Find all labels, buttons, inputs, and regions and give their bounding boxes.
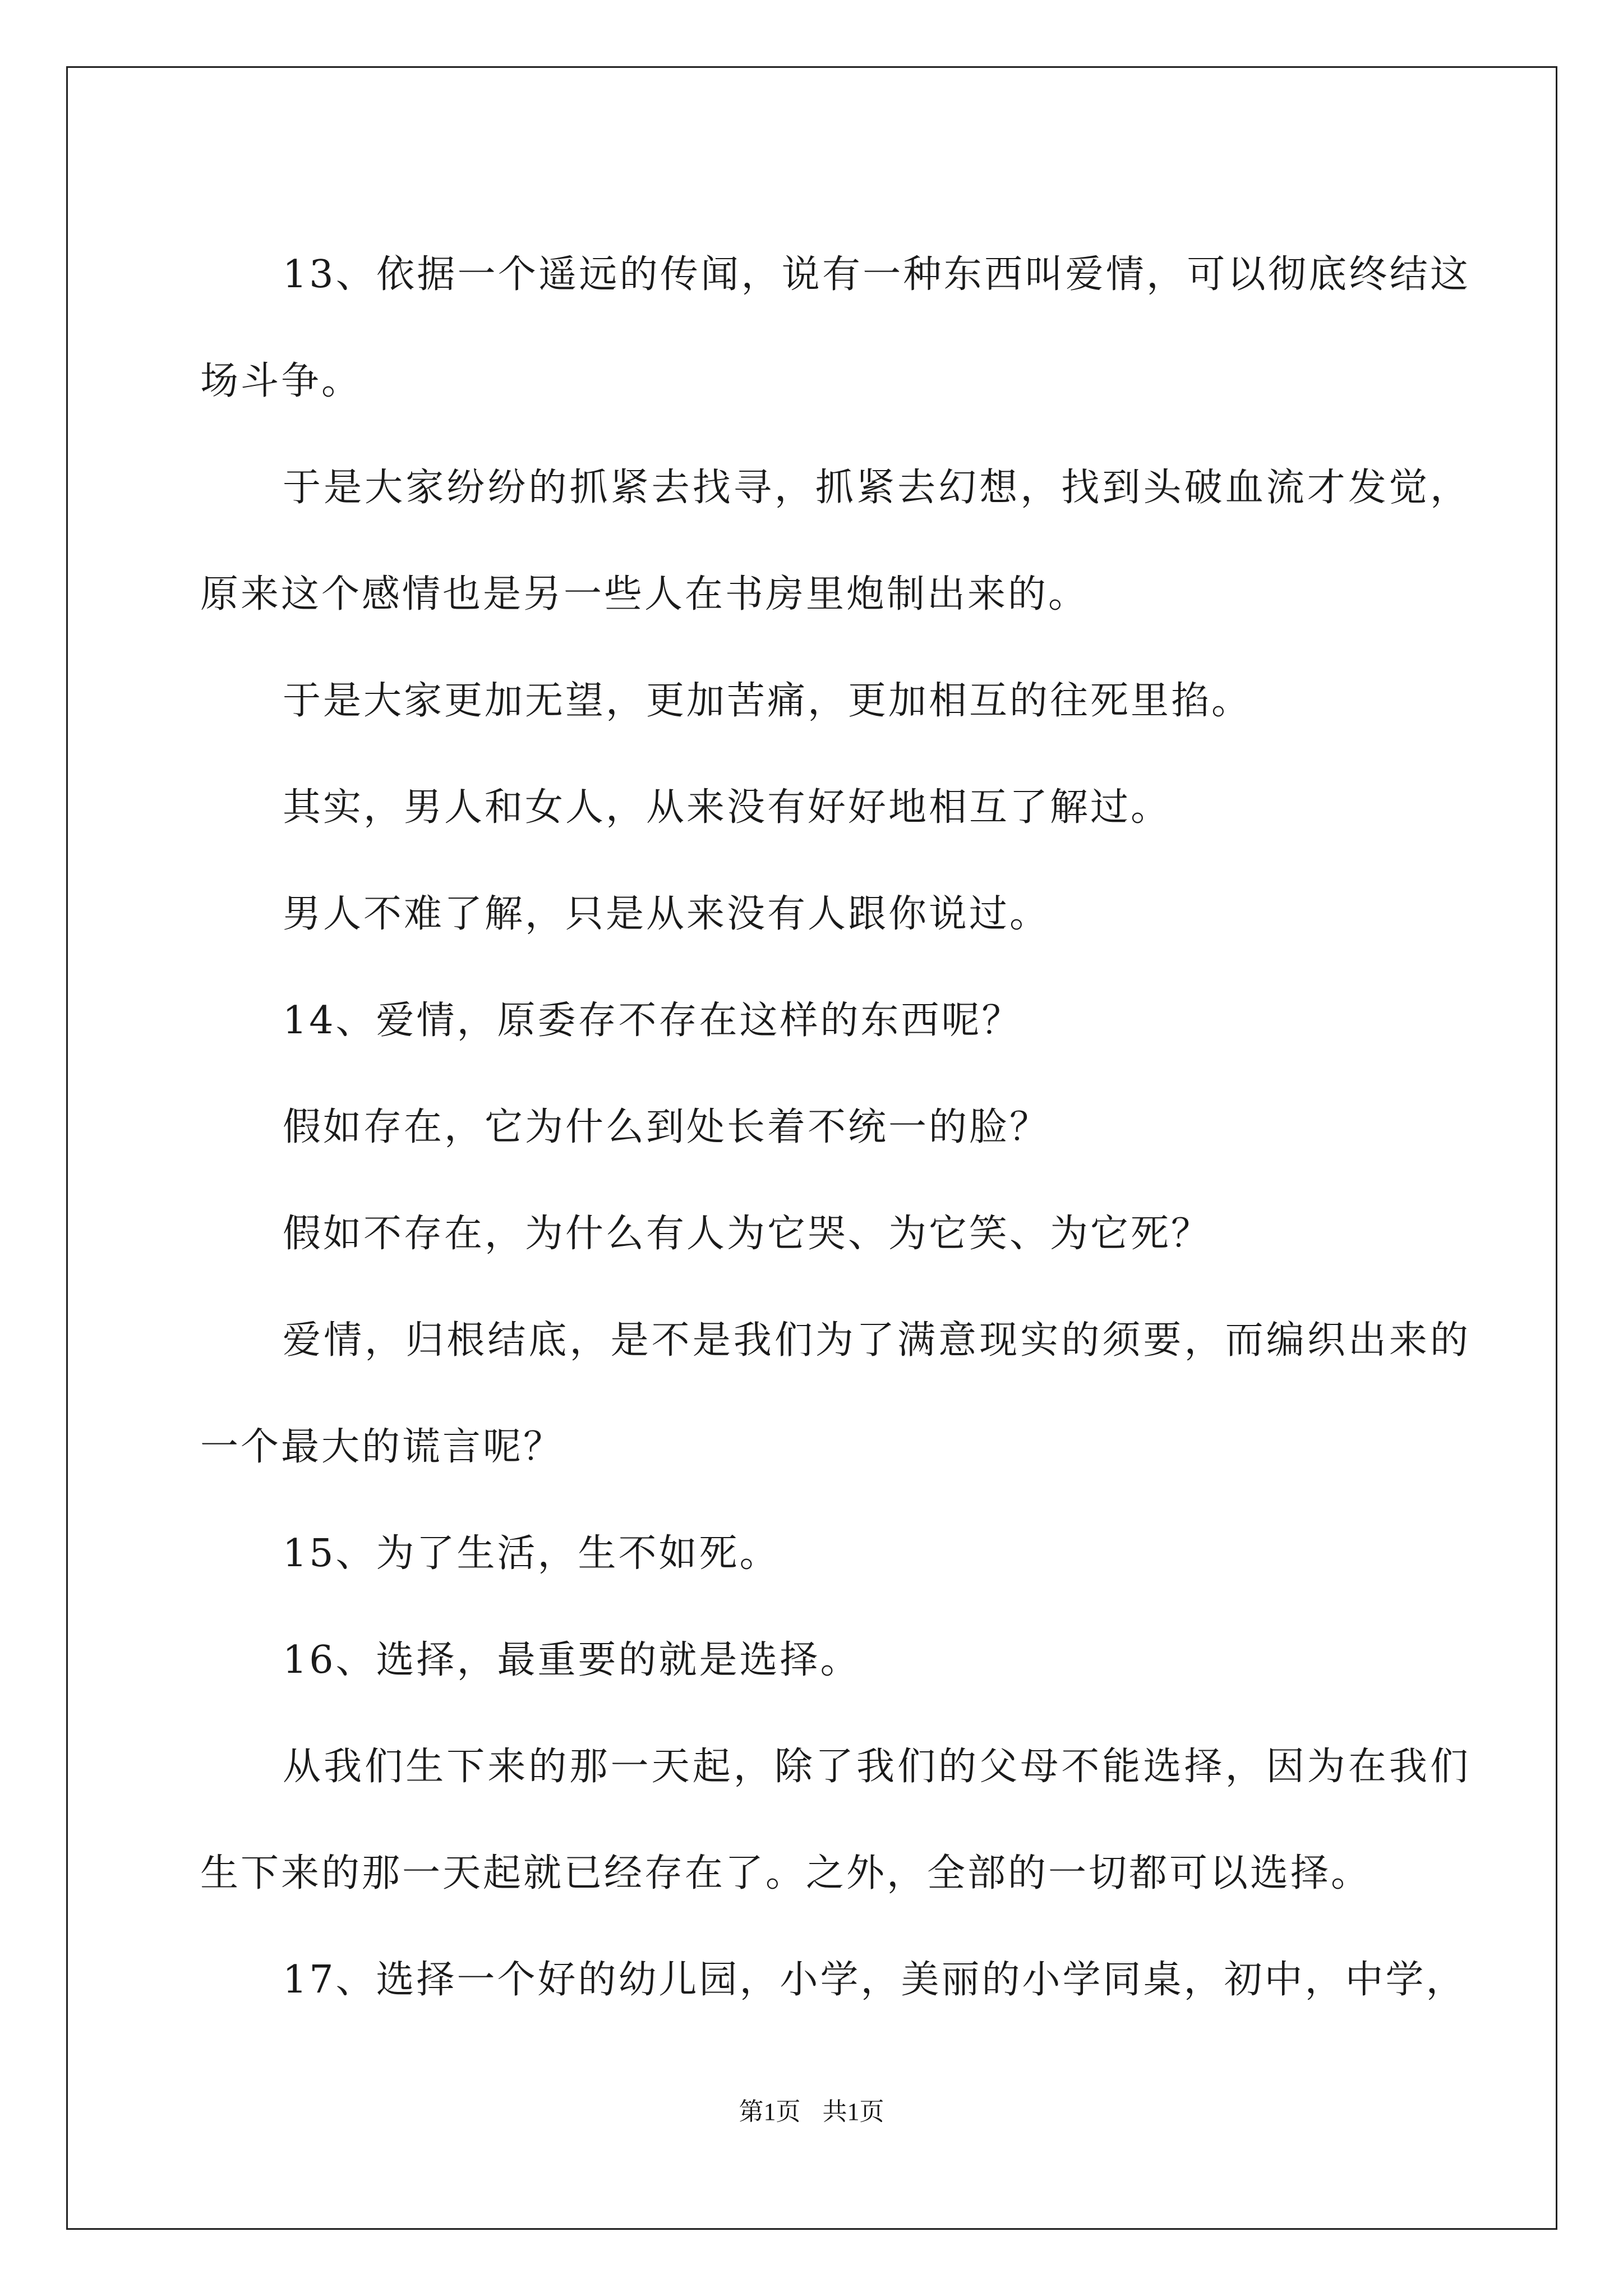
page-total: 共1页 — [822, 2098, 884, 2125]
document-body — [200, 222, 1470, 2033]
paragraph: 从我们生下来的那一天起，除了我们的父母不能选择，因为在我们生下来的那一天起就已经存在了。之外，全部的一切都可以选择。 — [200, 1745, 1470, 1895]
paragraph: 16、选择，最重要的就是选择。 — [283, 1638, 861, 1682]
paragraph: 于是大家更加无望，更加苦痛，更加相互的往死里掐。 — [283, 679, 1252, 723]
paragraph: 其实，男人和女人，从来没有好好地相互了解过。 — [283, 785, 1172, 830]
page-footer — [0, 2091, 1623, 2127]
paragraph: 17、选择一个好的幼儿园，小学，美丽的小学同桌，初中，中学， — [283, 1958, 1467, 2002]
paragraph: 15、为了生活，生不如死。 — [283, 1531, 780, 1576]
paragraph: 14、爱情，原委存不存在这样的东西呢？ — [283, 999, 1022, 1043]
paragraph: 假如不存在，为什么有人为它哭、为它笑、为它死？ — [283, 1212, 1212, 1256]
paragraph: 男人不难了解，只是从来没有人跟你说过。 — [283, 892, 1050, 936]
page-number: 第1页 — [739, 2098, 801, 2125]
paragraph: 13、依据一个遥远的传闻，说有一种东西叫爱情，可以彻底终结这场斗争。 — [200, 252, 1470, 403]
paragraph: 爱情，归根结底，是不是我们为了满意现实的须要，而编织出来的一个最大的谎言呢？ — [200, 1318, 1470, 1469]
paragraph: 于是大家纷纷的抓紧去找寻，抓紧去幻想，找到头破血流才发觉，原来这个感情也是另一些人在书房里炮制出来的。 — [200, 466, 1470, 616]
paragraph: 假如存在，它为什么到处长着不统一的脸？ — [283, 1105, 1050, 1149]
